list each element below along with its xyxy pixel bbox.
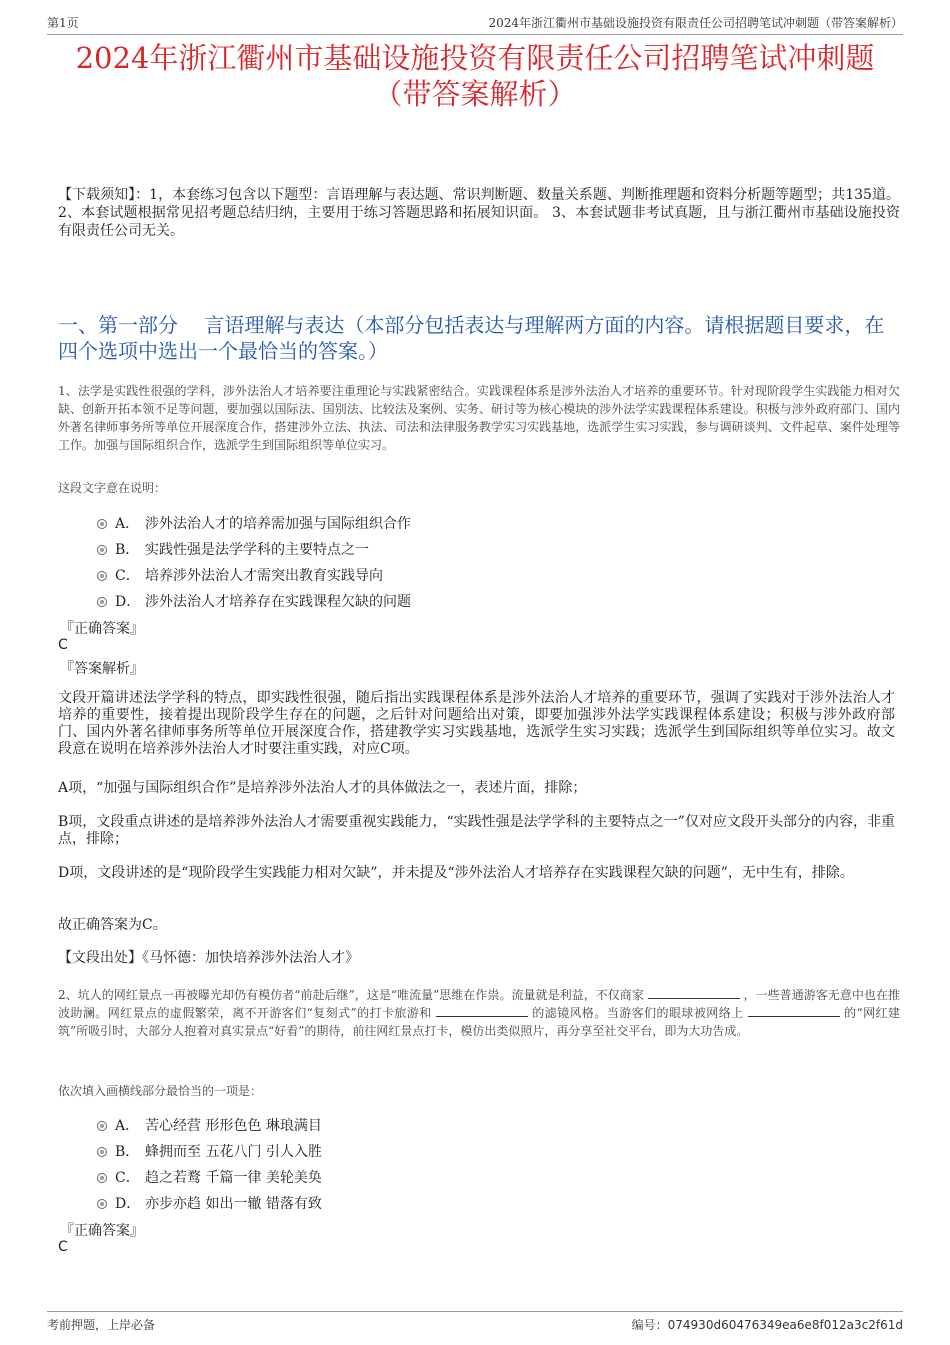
title-line-2: （带答案解析） [373,77,577,111]
question-1-stem: 1、法学是实践性很强的学科，涉外法治人才培养要注重理论与实践紧密结合。实践课程体系是涉外法治人才培养的重要环节。针对现阶段学生实践能力相对欠缺、创新开拓本领不足等问题，要加强以国际法、国别法、比较法及案例、实务、研讨等为核心模块的涉外法学实践课程体系建设。积极与涉外政府部门、国内外著名律师事务所等单位开展深度合作，搭建涉外立法、执法、司法和法律服务教学实习实践基地，选派学生实习实践，参与调研谈判、文件起草、案件处理等工作。加强与国际组织合作，选派学生到国际组织等单位实习。 [58,384,900,452]
analysis-option-d: D项，文段讲述的是“现阶段学生实践能力相对欠缺”，并未提及“涉外法治人才培养存在实践课程欠缺的问题”，无中生有，排除。 [58,865,854,881]
fill-blank-3 [748,1004,840,1017]
analysis-option-a: A项，“加强与国际组织合作”是培养涉外法治人才的具体做法之一，表述片面，排除； [58,780,587,796]
option-letter: C． [115,568,140,584]
analysis-paragraph: 文段开篇讲述法学学科的特点，即实践性很强，随后指出实践课程体系是涉外法治人才培养的重要环节，强调了实践对于涉外法治人才培养的重要性，接着提出现阶段学生存在的问题，之后针对问题给出对策，即要加强涉外法学实践课程体系建设；积极与涉外政府部门、国内外著名律师事务所等单位开展深度合作，搭建教学实习实践基地，选派学生实习实践；选派学生到国际组织等单位实习。故文段意在说明在培养涉外法治人才时要注重实践，对应C项。 [58,690,895,757]
answer-value: C [58,1239,68,1255]
code-label: 编号： [631,1318,668,1332]
radio-icon[interactable] [97,545,107,555]
page-footer [47,1311,903,1334]
option-letter: C． [115,1170,140,1186]
footer-code [632,1316,903,1333]
option-text: 蜂拥而至 五花八门 引人入胜 [145,1144,322,1160]
question-1-prompt: 这段文字意在说明： [58,481,167,495]
radio-icon[interactable] [97,1147,107,1157]
fill-blank-2 [436,1004,528,1017]
stem-part: 的“网红建筑”所吸引时，大部分人抱着对真实景点“好看”的期待，前往网红景点打卡，模仿出类似照片，再分享至社交平台，即为大功告成。 [58,1006,900,1038]
radio-icon[interactable] [97,1173,107,1183]
title-line-1: 2024年浙江衢州市基础设施投资有限责任公司招聘笔试冲刺题 [75,41,875,75]
footer-slogan: 考前押题，上岸必备 [47,1318,156,1332]
option-text: 实践性强是法学学科的主要特点之一 [145,542,369,558]
section-heading: 一、第一部分 言语理解与表达（本部分包括表达与理解两方面的内容。请根据题目要求，在四个选项中选出一个最恰当的答案。） [58,313,885,363]
option-text: 苦心经营 形形色色 琳琅满目 [145,1118,322,1134]
question-2-prompt: 依次填入画横线部分最恰当的一项是： [58,1084,263,1098]
analysis-label: 『答案解析』 [60,661,144,677]
radio-icon[interactable] [97,1199,107,1209]
download-notice: 【下载须知】：1，本套练习包含以下题型：言语理解与表达题、常识判断题、数量关系题、判断推理题和资料分析题等题型；共135道。 2、本套试题根据常见招考题总结归纳，主要用于练习答题思路和拓展知识面。 3、本套试题非考试真题，且与浙江衢州市基础设施投资有限责任公司无关。 [58,187,900,239]
source-text: 《马怀德：加快培养涉外法治人才》 [142,950,359,966]
answer-value: C [58,637,68,653]
stem-part: ，一些普通游客无意中也在推波助澜。网红景点的虚假繁荣，离不开游客们“复刻式”的打卡旅游和 [58,988,900,1020]
radio-icon[interactable] [97,571,107,581]
option-letter: A． [115,516,140,532]
option-letter: B． [115,542,140,558]
option-letter: A． [115,1118,140,1134]
radio-icon[interactable] [97,519,107,529]
analysis-option-b: B项，文段重点讲述的是培养涉外法治人才需要重视实践能力，“实践性强是法学学科的主要特点之一”仅对应文段开头部分的内容，非重点，排除； [58,814,895,847]
option-text: 涉外法治人才的培养需加强与国际组织合作 [145,516,411,532]
page-header [47,12,903,35]
answer-label: 『正确答案』 [60,621,144,637]
analysis-conclusion: 故正确答案为C。 [58,917,167,933]
source-line [58,950,895,967]
answer-label: 『正确答案』 [60,1223,144,1239]
option-text: 涉外法治人才培养存在实践课程欠缺的问题 [145,594,411,610]
radio-icon[interactable] [97,597,107,607]
option-letter: D． [115,1196,141,1212]
option-letter: B． [115,1144,140,1160]
option-letter: D． [115,594,141,610]
option-text: 亦步亦趋 如出一辙 错落有致 [145,1196,322,1212]
source-label: 【文段出处】 [58,950,142,966]
fill-blank-1 [648,986,740,999]
page-title [40,40,910,112]
option-text: 趋之若鹜 千篇一律 美轮美奂 [145,1170,322,1186]
radio-icon[interactable] [97,1121,107,1131]
question-2-stem [58,986,900,1040]
page-number: 第1页 [47,16,79,30]
header-doc-title: 2024年浙江衢州市基础设施投资有限责任公司招聘笔试冲刺题（带答案解析） [488,16,903,30]
stem-part: 的滤镜风格。当游客们的眼球被网络上 [532,1006,744,1020]
option-text: 培养涉外法治人才需突出教育实践导向 [145,568,383,584]
code-value: 074930d60476349ea6e8f012a3c2f61d [667,1318,903,1332]
stem-part: 2、坑人的网红景点一再被曝光却仍有模仿者“前赴后继”，这是“唯流量”思维在作祟。流量就是利益，不仅商家 [58,988,644,1002]
